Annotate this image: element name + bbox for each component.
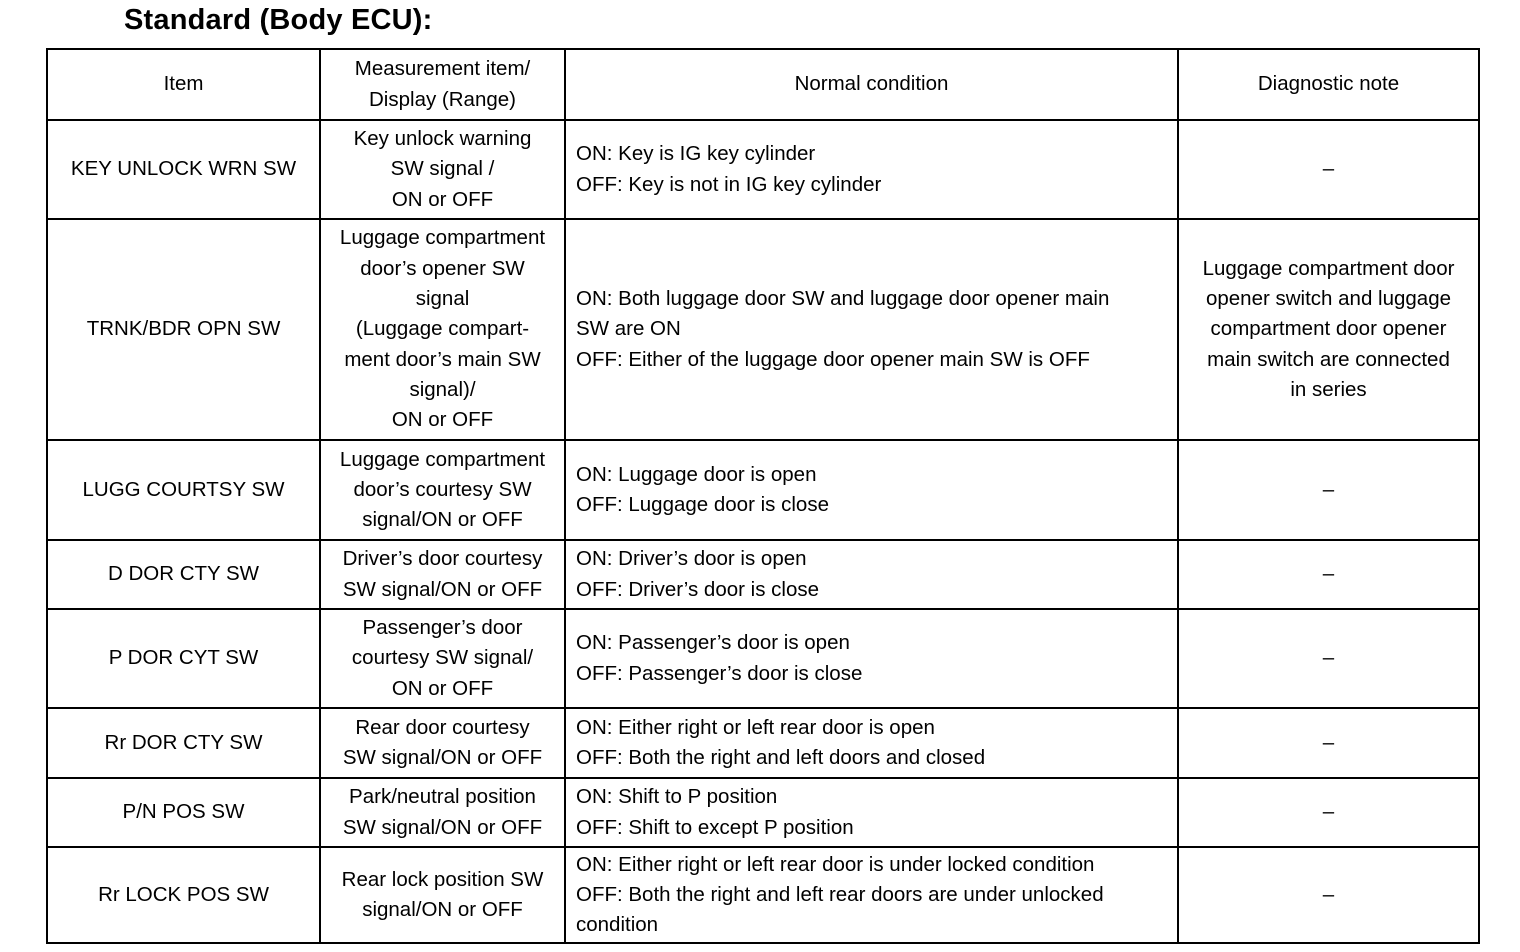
cell-measurement-line: SW signal/ON or OFF: [342, 815, 543, 839]
cell-diagnostic-note-line: main switch are connected: [1207, 347, 1450, 371]
cell-diagnostic-note-line: –: [1322, 562, 1335, 586]
cell-normal-condition-line: OFF: Passenger’s door is close: [576, 661, 863, 685]
cell-measurement-line: Key unlock warning: [353, 127, 532, 151]
table-row: [47, 540, 1479, 609]
cell-measurement: [320, 708, 565, 778]
cell-normal-condition-line: ON: Driver’s door is open: [576, 547, 807, 571]
cell-measurement-line: door’s opener SW: [360, 256, 525, 280]
cell-normal-condition-line: OFF: Both the right and left rear doors are under unlocked: [576, 882, 1104, 906]
cell-measurement-line: SW signal/ON or OFF: [342, 577, 543, 601]
cell-normal-condition-line: OFF: Key is not in IG key cylinder: [576, 172, 882, 196]
cell-measurement-line: courtesy SW signal/: [351, 646, 534, 670]
cell-measurement-line: Luggage compartment: [339, 226, 546, 250]
table-row: [47, 219, 1479, 440]
cell-normal-condition: [565, 540, 1178, 609]
cell-measurement-line: signal)/: [409, 377, 476, 401]
cell-diagnostic-note: [1178, 440, 1479, 540]
cell-diagnostic-note: [1178, 609, 1479, 708]
cell-item: P DOR CYT SW: [47, 609, 320, 708]
cell-diagnostic-note-line: –: [1322, 730, 1335, 754]
spec-table: [46, 48, 1480, 944]
cell-normal-condition: [565, 120, 1178, 219]
cell-normal-condition: [565, 847, 1178, 943]
cell-item: Rr DOR CTY SW: [47, 708, 320, 778]
cell-measurement: [320, 120, 565, 219]
cell-measurement-line: ment door’s main SW: [344, 347, 541, 371]
cell-normal-condition: [565, 609, 1178, 708]
header-diagnostic-note: Diagnostic note: [1178, 49, 1479, 120]
cell-item: Rr LOCK POS SW: [47, 847, 320, 943]
cell-measurement-line: signal/ON or OFF: [362, 508, 523, 532]
cell-item: TRNK/BDR OPN SW: [47, 219, 320, 440]
cell-measurement-line: ON or OFF: [391, 187, 494, 211]
cell-diagnostic-note-line: Luggage compartment door: [1202, 256, 1455, 280]
table-row: [47, 609, 1479, 708]
cell-normal-condition-line: ON: Key is IG key cylinder: [576, 142, 816, 166]
cell-measurement-line: (Luggage compart-: [355, 317, 530, 341]
cell-normal-condition-line: OFF: Shift to except P position: [576, 815, 854, 839]
cell-normal-condition-line: ON: Passenger’s door is open: [576, 631, 850, 655]
table-header-row: [47, 49, 1479, 120]
cell-measurement-line: Luggage compartment: [339, 447, 546, 471]
header-item: Item: [47, 49, 320, 120]
cell-measurement-line: Passenger’s door: [362, 616, 523, 640]
cell-diagnostic-note-line: opener switch and luggage: [1205, 287, 1452, 311]
cell-normal-condition-line: ON: Either right or left rear door is under locked condition: [576, 852, 1095, 876]
cell-measurement-line: SW signal/ON or OFF: [342, 746, 543, 769]
cell-diagnostic-note: [1178, 540, 1479, 609]
cell-measurement-line: ON or OFF: [391, 676, 494, 700]
cell-normal-condition-line: OFF: Luggage door is close: [576, 493, 829, 516]
cell-diagnostic-note: [1178, 120, 1479, 219]
cell-normal-condition-line: ON: Either right or left rear door is open: [576, 715, 935, 739]
table-row: [47, 847, 1479, 943]
cell-item: LUGG COURTSY SW: [47, 440, 320, 540]
cell-normal-condition: [565, 219, 1178, 440]
header-measurement-line: Measurement item/: [354, 57, 531, 81]
cell-normal-condition: [565, 440, 1178, 540]
cell-measurement-line: Park/neutral position: [349, 785, 536, 809]
cell-diagnostic-note: [1178, 847, 1479, 943]
cell-measurement-line: ON or OFF: [391, 408, 494, 432]
header-measurement: [320, 49, 565, 120]
cell-normal-condition: [565, 708, 1178, 778]
page-title: Standard (Body ECU):: [124, 4, 433, 36]
cell-measurement: [320, 440, 565, 540]
cell-normal-condition-line: ON: Shift to P position: [576, 785, 778, 809]
cell-diagnostic-note: [1178, 219, 1479, 440]
cell-normal-condition-line: ON: Luggage door is open: [576, 462, 817, 486]
table-row: [47, 120, 1479, 219]
cell-diagnostic-note-line: compartment door opener: [1210, 317, 1447, 341]
cell-measurement-line: signal: [415, 287, 470, 311]
cell-measurement: [320, 847, 565, 943]
cell-diagnostic-note-line: –: [1322, 477, 1335, 501]
cell-measurement-line: door’s courtesy SW: [353, 477, 532, 501]
cell-diagnostic-note-line: –: [1322, 882, 1335, 906]
cell-normal-condition-line: condition: [576, 913, 659, 937]
cell-normal-condition: [565, 778, 1178, 847]
cell-measurement-line: SW signal /: [390, 157, 495, 181]
cell-item: KEY UNLOCK WRN SW: [47, 120, 320, 219]
cell-diagnostic-note-line: –: [1322, 646, 1335, 670]
header-normal-condition: Normal condition: [565, 49, 1178, 120]
cell-measurement-line: signal/ON or OFF: [362, 898, 523, 921]
cell-measurement: [320, 778, 565, 847]
cell-normal-condition-line: OFF: Either of the luggage door opener main SW is OFF: [576, 347, 1090, 371]
cell-diagnostic-note-line: –: [1322, 157, 1335, 181]
cell-normal-condition-line: ON: Both luggage door SW and luggage door opener main: [576, 287, 1110, 311]
cell-diagnostic-note: [1178, 708, 1479, 778]
cell-diagnostic-note: [1178, 778, 1479, 847]
cell-measurement-line: Rear lock position SW: [341, 867, 544, 891]
cell-measurement: [320, 609, 565, 708]
header-measurement-line: Display (Range): [369, 87, 516, 111]
cell-normal-condition-line: OFF: Both the right and left doors and closed: [576, 746, 986, 769]
cell-item: P/N POS SW: [47, 778, 320, 847]
cell-item: D DOR CTY SW: [47, 540, 320, 609]
table-row: [47, 440, 1479, 540]
cell-diagnostic-note-line: in series: [1290, 377, 1367, 401]
cell-normal-condition-line: SW are ON: [576, 317, 681, 341]
table-row: [47, 708, 1479, 778]
cell-normal-condition-line: OFF: Driver’s door is close: [576, 577, 820, 601]
table-row: [47, 778, 1479, 847]
cell-diagnostic-note-line: –: [1322, 800, 1335, 824]
cell-measurement: [320, 540, 565, 609]
cell-measurement: [320, 219, 565, 440]
cell-measurement-line: Rear door courtesy: [355, 715, 530, 739]
cell-measurement-line: Driver’s door courtesy: [342, 547, 543, 571]
